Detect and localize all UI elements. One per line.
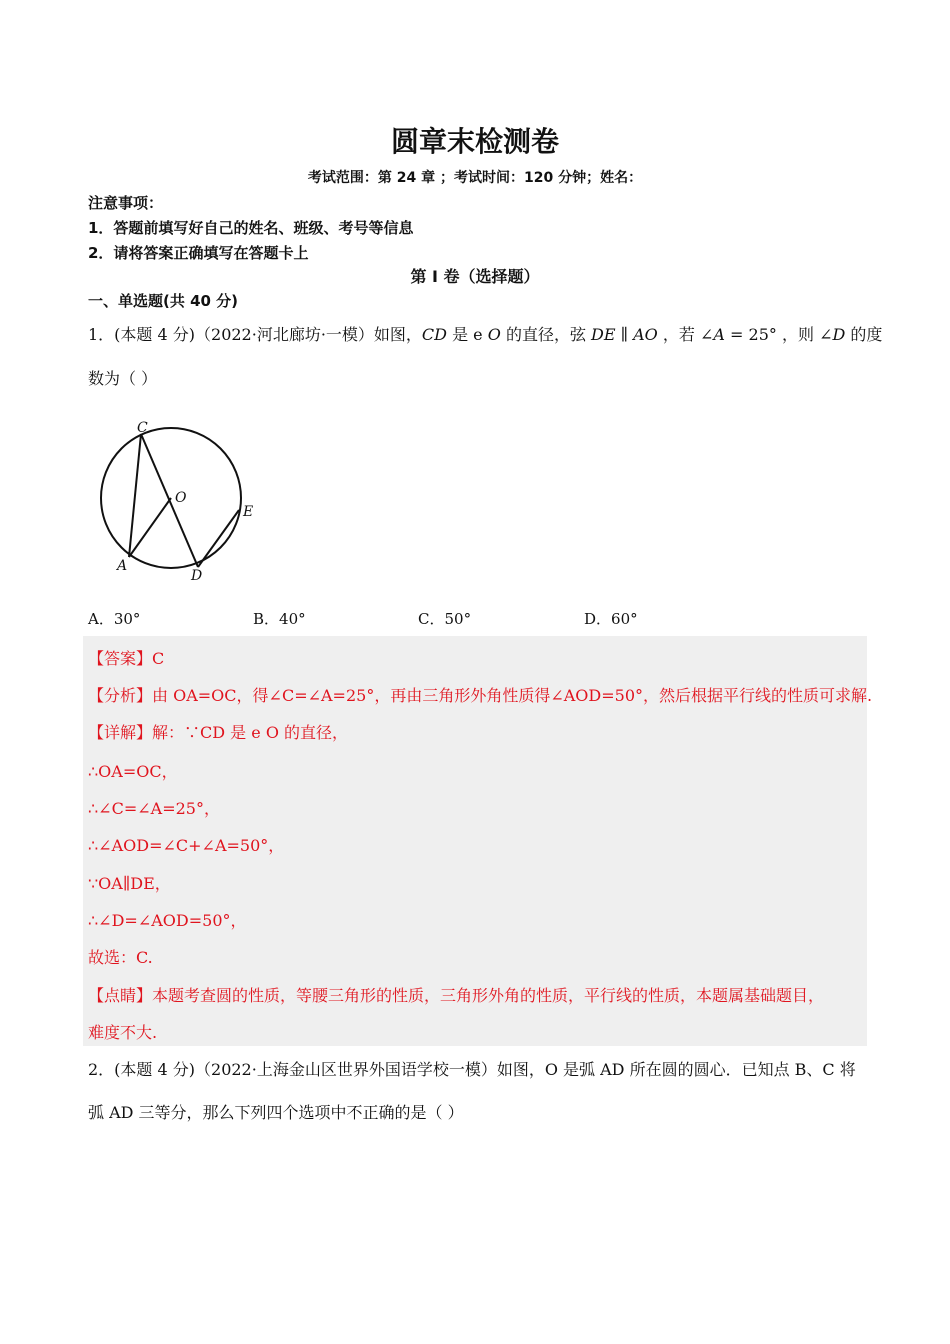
circle-figure <box>95 412 265 592</box>
option-c[interactable]: C．50° <box>418 610 472 628</box>
option-b[interactable]: B．40° <box>253 610 306 628</box>
comment-line-2: 难度不大. <box>88 1023 158 1042</box>
label-e: E <box>243 504 254 520</box>
question-1-line-2: 数为（ ） <box>88 369 158 388</box>
question-1-line-1: 1．(本题 4 分)（2022·河北廊坊·一模）如图，CD 是 e O 的直径，弦 DE ∥ AO ，若 ∠A = 25° ，则 ∠D 的度 <box>88 325 883 344</box>
label-a: A <box>117 558 128 574</box>
exam-info: 考试范围：第 24 章 ；考试时间：120 分钟；姓名： <box>307 170 643 186</box>
question-2-line-1: 2．(本题 4 分)（2022·上海金山区世界外国语学校一模）如图，O 是弧 AD 所在圆的圆心．已知点 B、C 将 <box>88 1060 856 1079</box>
section-title: 第 I 卷（选择题） <box>410 267 540 286</box>
comment-line-1: 【点睛】本题考查圆的性质，等腰三角形的性质，三角形外角的性质，平行线的性质，本题属基础题目， <box>88 986 825 1005</box>
label-d: D <box>191 568 203 584</box>
step-5: ∴∠D=∠AOD=50°， <box>88 911 247 930</box>
step-4: ∵OA∥DE， <box>88 874 171 893</box>
step-3: ∴∠AOD=∠C+∠A=50°， <box>88 836 285 855</box>
label-o: O <box>175 490 187 506</box>
page-title: 圆章末检测卷 <box>390 125 559 158</box>
segment-ao <box>129 498 171 557</box>
note-1: 1．答题前填写好自己的姓名、班级、考号等信息 <box>88 219 414 237</box>
step-2: ∴∠C=∠A=25°， <box>88 799 220 818</box>
answer-line: 【答案】C <box>88 649 165 668</box>
chord-de <box>198 510 239 567</box>
option-d[interactable]: D．60° <box>584 610 638 628</box>
step-1: ∴OA=OC， <box>88 762 178 781</box>
section-subtitle: 一、单选题(共 40 分) <box>88 292 239 310</box>
notes-heading: 注意事项： <box>88 194 164 212</box>
chord-ca <box>129 434 141 557</box>
option-a[interactable]: A．30° <box>88 610 141 628</box>
analysis-line: 【分析】由 OA=OC，得∠C=∠A=25°，再由三角形外角性质得∠AOD=50°，然后根据平行线的性质可求解. <box>88 686 873 705</box>
detail-line: 【详解】解：∵CD 是 e O 的直径， <box>88 723 349 742</box>
question-2-line-2: 弧 AD 三等分，那么下列四个选项中不正确的是（ ） <box>88 1103 464 1122</box>
note-2: 2．请将答案正确填写在答题卡上 <box>88 244 309 262</box>
label-c: C <box>137 420 148 436</box>
choice-line: 故选：C. <box>88 948 153 967</box>
